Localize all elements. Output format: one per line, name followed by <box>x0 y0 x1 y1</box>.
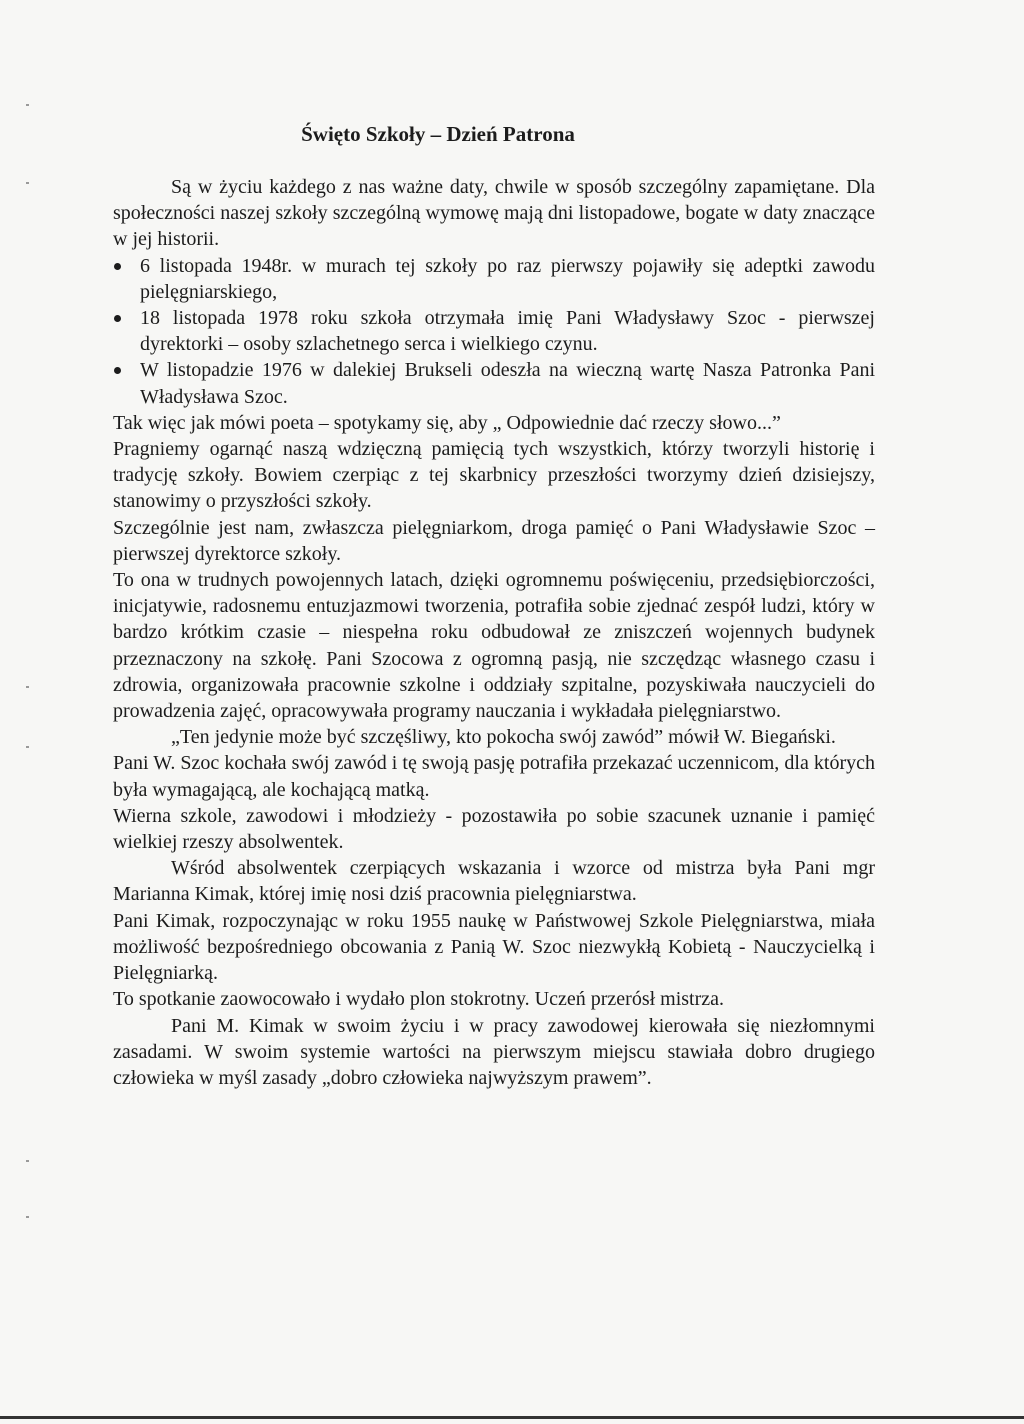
paragraph-passion: Pani W. Szoc kochała swój zawód i tę swoją pasję potrafiła przekazać uczennicom, dla których była wymagającą, ale kochającą matką. <box>113 752 875 801</box>
document-body <box>113 174 875 1091</box>
document-title: Święto Szkoły – Dzień Patrona <box>301 122 575 146</box>
scan-speck <box>26 104 29 106</box>
list-item: 6 listopada 1948r. w murach tej szkoły po raz pierwszy pojawiły się adeptki zawodu pielęgniarskiego, <box>113 253 875 305</box>
paragraph-faithful: Wierna szkole, zawodowi i młodzieży - pozostawiła po sobie szacunek uznanie i pamięć wielkiej rzeszy absolwentek. <box>113 804 875 854</box>
scan-speck <box>26 686 29 688</box>
scan-speck <box>26 1216 29 1218</box>
paragraph-principles: Pani M. Kimak w swoim życiu i w pracy zawodowej kierowała się niezłomnymi zasadami. W swoim systemie wartości na pierwszym miejscu stawiała dobro drugiego człowieka w myśl zasady „dobro człowieka najwyższym prawem”. <box>113 1014 875 1089</box>
dates-list <box>113 253 875 410</box>
intro-paragraph: Są w życiu każdego z nas ważne daty, chwile w sposób szczególny zapamiętane. Dla społeczności naszej szkoły szczególną wymowę mają dni listopadowe, bogate w daty znaczące w jej historii. <box>113 176 875 251</box>
list-item: 18 listopada 1978 roku szkoła otrzymała imię Pani Władysławy Szoc - pierwszej dyrektorki – osoby szlachetnego serca i wielkiego czynu. <box>113 305 875 357</box>
list-item: W listopadzie 1976 w dalekiej Brukseli odeszła na wieczną wartę Nasza Patronka Pani Władysława Szoc. <box>113 357 875 409</box>
scan-bottom-edge <box>0 1416 1024 1419</box>
paragraph-biegański-quote: „Ten jedynie może być szczęśliwy, kto pokocha swój zawód” mówił W. Biegański. <box>171 726 836 749</box>
scan-speck <box>26 182 29 184</box>
scan-speck <box>26 746 29 748</box>
paragraph-fruit: To spotkanie zaowocowało i wydało plon stokrotny. Uczeń przerósł mistrza. <box>113 988 725 1011</box>
paragraph-first-director: Szczególnie jest nam, zwłaszcza pielęgniarkom, droga pamięć o Pani Władysławie Szoc – pierwszej dyrektorce szkoły. <box>113 516 875 565</box>
paragraph-postwar-years: To ona w trudnych powojennych latach, dzięki ogromnemu poświęceniu, przedsiębiorczości, inicjatywie, radosnemu entuzjazmowi tworzenia, potrafiła sobie zjednać zespół ludzi, który w bardzo krótkim czasie – niespełna roku odbudował ze zniszczeń wojennych budynek przeznaczony na szkołę. Pani Szocowa z ogromną pasją, nie szczędząc własnego czasu i zdrowia, organizowała pracownie szkolne i oddziały szpitalne, pozyskiwała nauczycieli do prowadzenia zajęć, opracowywała programy nauczania i wykładała pielęgniarstwo. <box>113 569 875 723</box>
scan-speck <box>26 1160 29 1162</box>
paragraph-poet-quote: Tak więc jak mówi poeta – spotykamy się, aby „ Odpowiednie dać rzeczy słowo...” <box>113 411 781 434</box>
paragraph-kimak-study: Pani Kimak, rozpoczynając w roku 1955 naukę w Państwowej Szkole Pielęgniarstwa, miała możliwość bezpośredniego obcowania z Panią W. Szoc niezwykłą Kobietą - Nauczycielką i Pielęgniarką. <box>113 909 875 985</box>
paragraph-alumnae: Wśród absolwentek czerpiących wskazania i wzorce od mistrza była Pani mgr Marianna Kimak, której imię nosi dziś pracownia pielęgniarstwa. <box>113 857 875 906</box>
paragraph-memory: Pragniemy ogarnąć naszą wdzięczną pamięcią tych wszystkich, którzy tworzyli historię i tradycję szkoły. Bowiem czerpiąc z tej skarbnicy przeszłości tworzymy dzień dzisiejszy, stanowimy o przyszłości szkoły. <box>113 438 875 513</box>
